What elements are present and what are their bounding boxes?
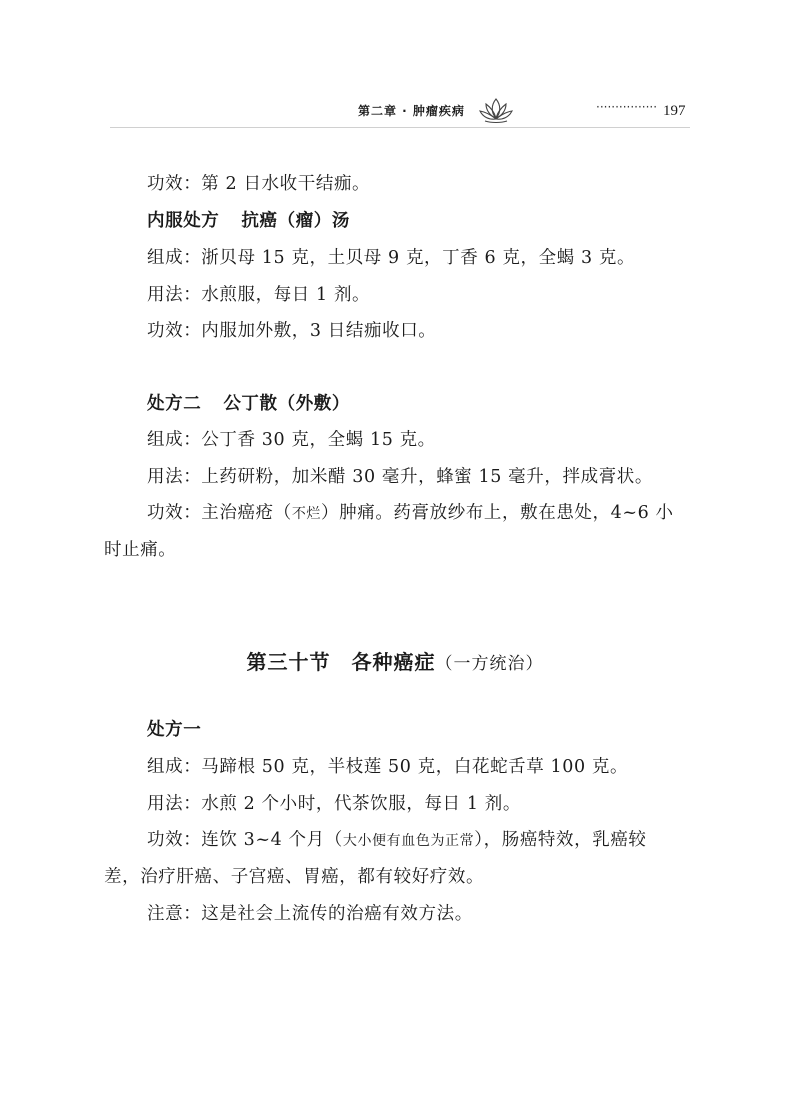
- leader-dots: ················: [596, 100, 658, 114]
- header-rule: [110, 127, 690, 128]
- text-line: 组成：浙贝母 15 克，土贝母 9 克，丁香 6 克，全蝎 3 克。: [147, 248, 636, 268]
- section-title: [0, 646, 790, 675]
- note-segment: 不烂: [291, 506, 322, 522]
- text-line: 时止痛。: [104, 540, 177, 560]
- text-line: 差，治疗肝癌、子宫癌、胃癌，都有较好疗效。: [104, 867, 485, 887]
- text-line: 注意：这是社会上流传的治癌有效方法。: [147, 904, 473, 924]
- heading-label: 处方二: [147, 394, 202, 414]
- text-line: 用法：上药研粉，加米醋 30 毫升，蜂蜜 15 毫升，拌成膏状。: [147, 467, 653, 487]
- chapter-title: 第二章 · 肿瘤疾病: [358, 104, 465, 118]
- lotus-icon: [478, 96, 514, 124]
- text-line: [147, 832, 647, 850]
- heading-label: 内服处方: [147, 211, 220, 231]
- text-segment: 功效：主治癌疮（: [147, 503, 292, 523]
- prescription-heading: 处方一: [147, 720, 202, 740]
- section-title-main: 第三十节 各种癌症: [246, 650, 436, 674]
- text-line: [147, 505, 674, 523]
- text-segment: 功效：连饮 3~4 个月（: [147, 830, 343, 850]
- page-header: [0, 96, 790, 126]
- note-segment: 大小便有血色为正常: [342, 833, 475, 849]
- text-line: 用法：水煎服，每日 1 剂。: [147, 285, 371, 305]
- section-title-sub: （一方统治）: [435, 654, 544, 674]
- text-line: 组成：公丁香 30 克，全蝎 15 克。: [147, 430, 436, 450]
- heading-name: 抗癌（瘤）汤: [241, 211, 351, 231]
- text-line: 组成：马蹄根 50 克，半枝莲 50 克，白花蛇舌草 100 克。: [147, 757, 629, 777]
- text-segment: ），肠癌特效，乳癌较: [474, 830, 647, 850]
- text-line: 功效：第 2 日水收干结痂。: [147, 174, 371, 194]
- prescription-heading: [147, 213, 350, 231]
- prescription-heading: [147, 396, 350, 414]
- heading-name: 公丁散（外敷）: [223, 394, 351, 414]
- text-line: 功效：内服加外敷，3 日结痂收口。: [147, 321, 437, 341]
- page-number: 197: [663, 103, 686, 119]
- text-segment: ）肿痛。药膏放纱布上，敷在患处，4~6 小: [321, 503, 674, 523]
- text-line: 用法：水煎 2 个小时，代茶饮服，每日 1 剂。: [147, 794, 521, 814]
